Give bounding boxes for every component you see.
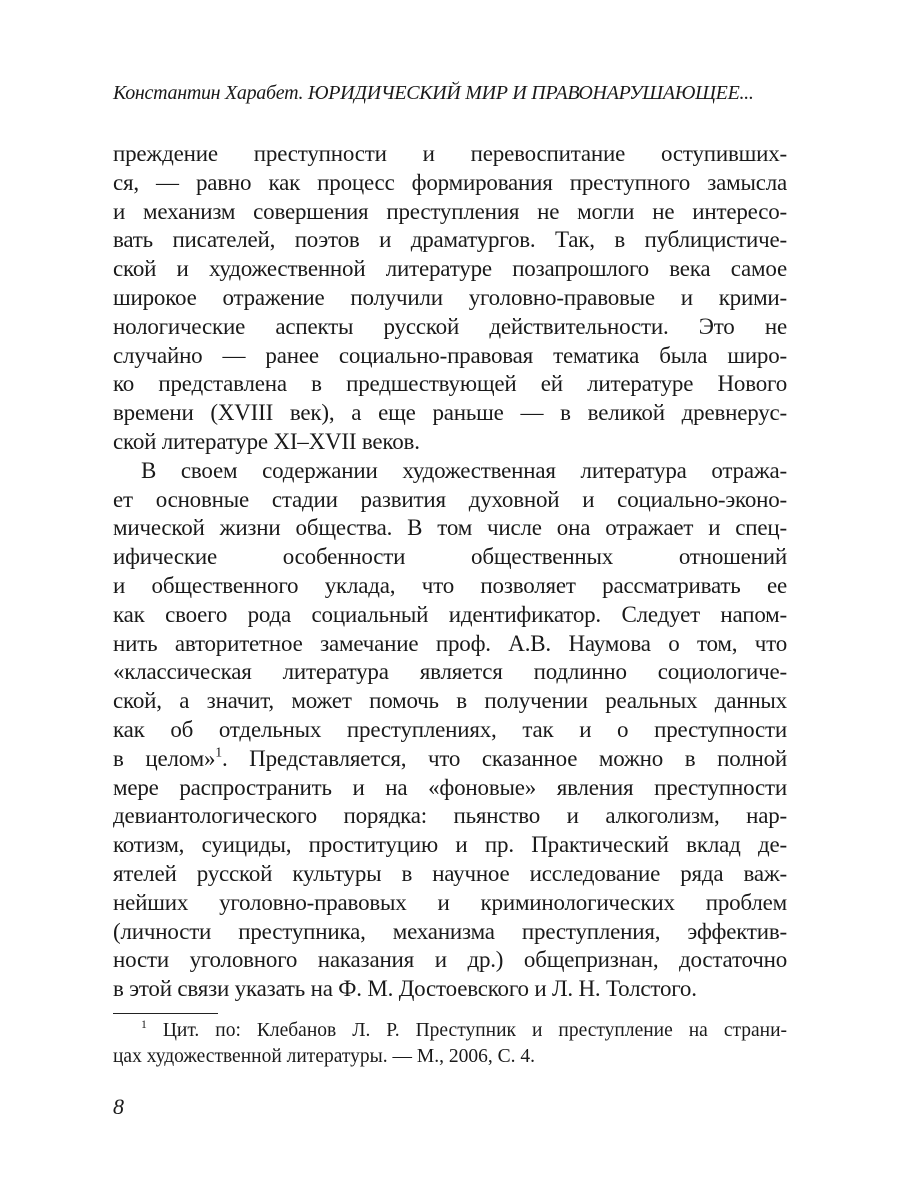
paragraph-2 bbox=[113, 457, 787, 1004]
text-line: «классическая литература является подлинно социологиче- bbox=[113, 659, 787, 685]
text-line: как своего рода социальный идентификатор. Следует напом- bbox=[113, 601, 787, 627]
text-line: вать писателей, поэтов и драматургов. Так, в публицистиче- bbox=[113, 227, 787, 253]
text-line: в этой связи указать на Ф. М. Достоевского и Л. Н. Толстого. bbox=[113, 976, 697, 1002]
text-line: мической жизни общества. В том числе она отражает и спец- bbox=[113, 515, 787, 541]
text-line: ской и художественной литературе позапрошлого века самое bbox=[113, 256, 787, 282]
text-line: ности уголовного наказания и др.) общепризнан, достаточно bbox=[113, 947, 787, 973]
text-line: преждение преступности и перевоспитание оступивших- bbox=[113, 141, 787, 166]
quote-end: в целом» bbox=[113, 745, 216, 771]
text-line: В своем содержании художественная литература отража- bbox=[141, 457, 787, 483]
text-line: и общественного уклада, что позволяет рассматривать ее bbox=[113, 572, 787, 598]
running-header: Константин Харабет. ЮРИДИЧЕСКИЙ МИР И ПРАВОНАРУШАЮЩЕЕ... bbox=[113, 82, 754, 104]
text-line: котизм, суициды, проституцию и пр. Практический вклад де- bbox=[113, 832, 787, 858]
line-tail: . Представляется, что сказанное можно в полной bbox=[221, 745, 787, 771]
footnote bbox=[113, 1018, 787, 1070]
text-line: ской литературе XI–XVII веков. bbox=[113, 428, 420, 454]
text-line: нейших уголовно-правовых и криминологических проблем bbox=[113, 889, 787, 915]
footnote-line: цах художественной литературы. — М., 2006, С. 4. bbox=[113, 1046, 535, 1067]
paragraph-1 bbox=[113, 140, 787, 457]
text-line: ской, а значит, может помочь в получении реальных данных bbox=[113, 688, 787, 714]
footnote-text: Цит. по: Клебанов Л. Р. Преступник и преступление на страни- bbox=[162, 1020, 788, 1041]
text-line: ятелей русской культуры в научное исследование ряда важ- bbox=[113, 860, 787, 886]
footnote-line bbox=[113, 1018, 787, 1044]
text-line: и механизм совершения преступления не могли не интересо- bbox=[113, 198, 787, 224]
page-number: 8 bbox=[113, 1094, 124, 1119]
text-line bbox=[113, 745, 787, 774]
text-line: ет основные стадии развития духовной и социально-эконо- bbox=[113, 486, 787, 512]
text-line: случайно — ранее социально-правовая тематика была широ- bbox=[113, 342, 787, 368]
footnote-reference[interactable]: 1 bbox=[215, 744, 222, 760]
text-line: нологические аспекты русской действительности. Это не bbox=[113, 313, 787, 339]
text-line: (личности преступника, механизма преступления, эффектив- bbox=[113, 918, 787, 944]
footnote-number: 1 bbox=[141, 1017, 147, 1031]
text-line: ко представлена в предшествующей ей литературе Нового bbox=[113, 371, 787, 397]
body-text bbox=[113, 140, 787, 1004]
footnote-divider bbox=[113, 1013, 218, 1014]
text-line: времени (XVIII век), а еще раньше — в великой древнерус- bbox=[113, 400, 787, 426]
text-line: девиантологического порядка: пьянство и алкоголизм, нар- bbox=[113, 803, 787, 829]
text-line: широкое отражение получили уголовно-правовые и крими- bbox=[113, 284, 787, 310]
text-line: ся, — равно как процесс формирования преступного замысла bbox=[113, 169, 787, 195]
text-line: нить авторитетное замечание проф. А.В. Наумова о том, что bbox=[113, 630, 787, 656]
text-line: как об отдельных преступлениях, так и о преступности bbox=[113, 716, 787, 742]
text-line: мере распространить и на «фоновые» явления преступности bbox=[113, 774, 787, 800]
text-line: ифические особенности общественных отношений bbox=[113, 544, 787, 570]
